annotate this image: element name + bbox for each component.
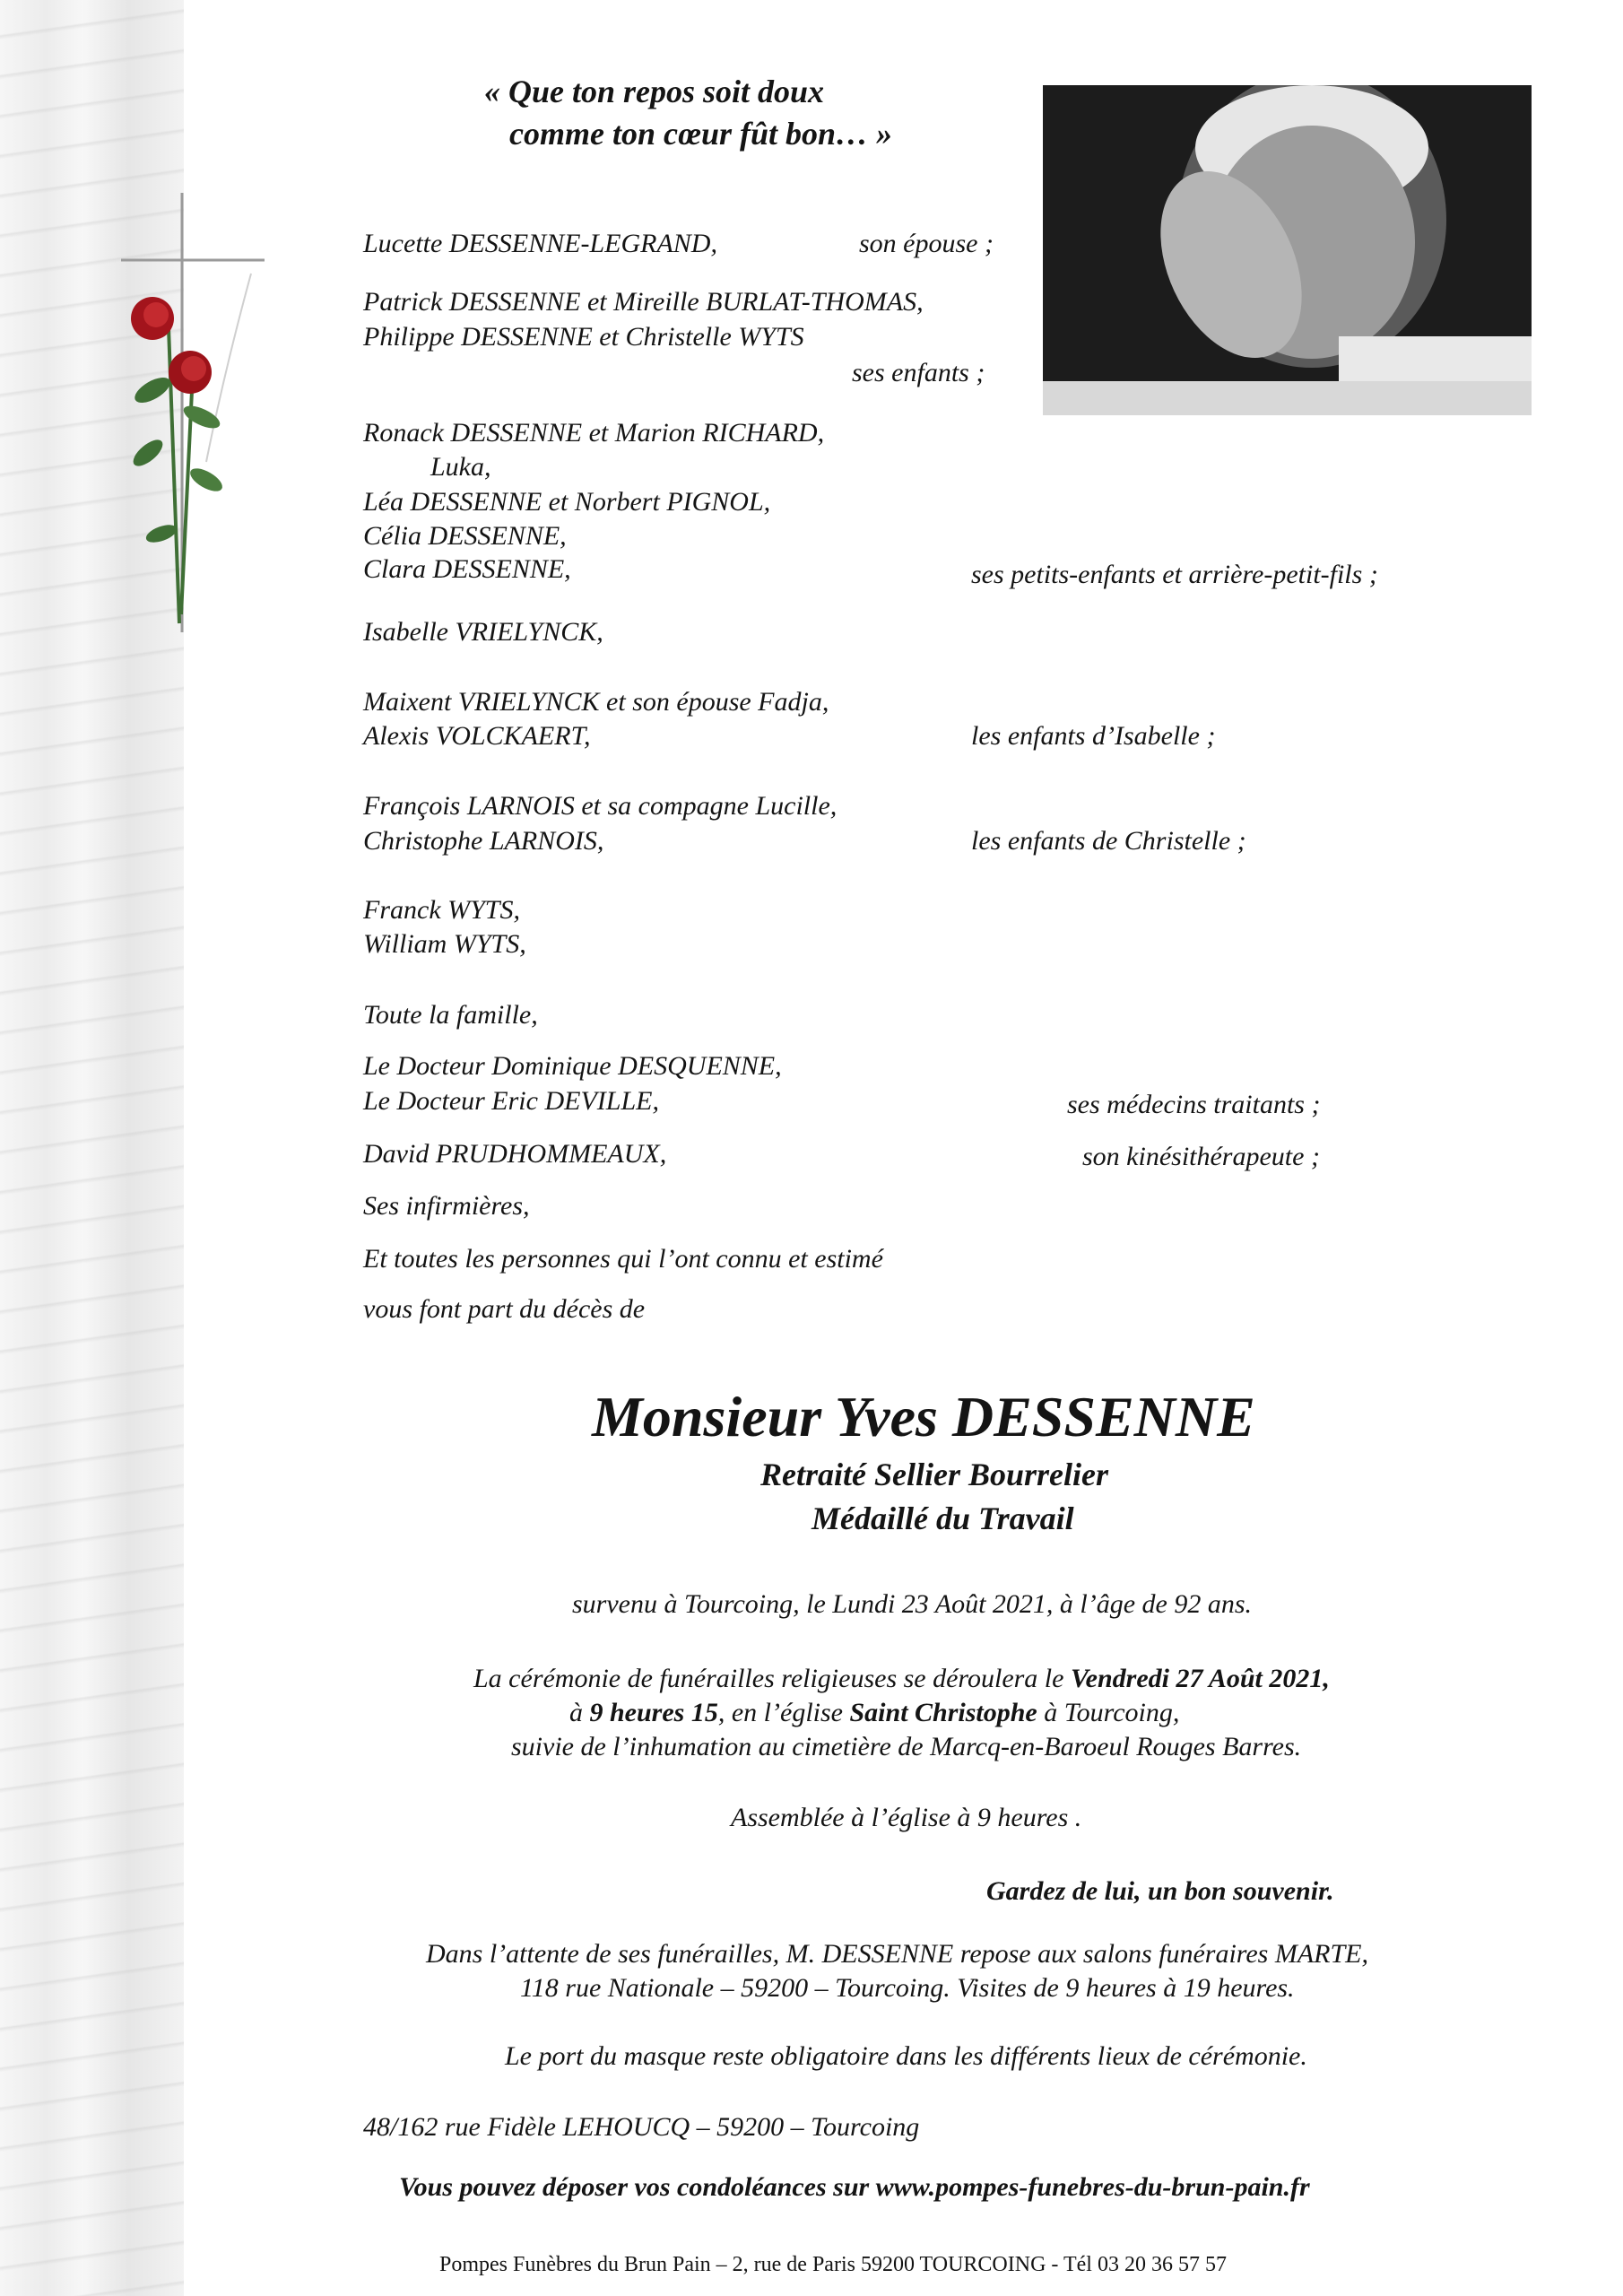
ceremony-time: 9 heures 15 xyxy=(589,1698,718,1727)
ceremony-text-a: La cérémonie de funérailles religieuses se déroulera le xyxy=(473,1664,1071,1693)
children-line-1: Patrick DESSENNE et Mireille BURLAT-THOMAS, xyxy=(363,287,924,317)
epitaph-line-2: comme ton cœur fût bon… » xyxy=(509,116,893,152)
doctors-role: ses médecins traitants ; xyxy=(1067,1090,1321,1119)
death-line: survenu à Tourcoing, le Lundi 23 Août 2021, à l’âge de 92 ans. xyxy=(572,1589,1253,1619)
epitaph-line-1: « Que ton repos soit doux xyxy=(484,74,825,109)
isabelle-children-line-1: Maixent VRIELYNCK et son épouse Fadja, xyxy=(363,687,829,717)
grandchildren-line-4: Célia DESSENNE, xyxy=(363,521,567,551)
burial-line: suivie de l’inhumation au cimetière de Marcq-en-Baroeul Rouges Barres. xyxy=(511,1732,1302,1761)
assembly-line: Assemblée à l’église à 9 heures . xyxy=(731,1803,1082,1832)
children-role: ses enfants ; xyxy=(852,358,985,387)
deceased-title-2: Médaillé du Travail xyxy=(812,1500,1074,1536)
ceremony-line-2 xyxy=(569,1696,1179,1730)
rest-line-2: 118 rue Nationale – 59200 – Tourcoing. Visites de 9 heures à 19 heures. xyxy=(520,1973,1295,2003)
grandchildren-line-2: Luka, xyxy=(430,452,491,482)
christelle-children-line-1: François LARNOIS et sa compagne Lucille, xyxy=(363,791,838,821)
deceased-title-1: Retraité Sellier Bourrelier xyxy=(760,1457,1109,1492)
doctor-line-1: Le Docteur Dominique DESQUENNE, xyxy=(363,1051,782,1081)
ceremony-date: Vendredi 27 Août 2021, xyxy=(1070,1664,1330,1693)
announce-line: vous font part du décès de xyxy=(363,1294,646,1324)
all-family-line: Toute la famille, xyxy=(363,1000,538,1030)
children-line-2: Philippe DESSENNE et Christelle WYTS xyxy=(363,322,804,352)
isabelle-children-line-2: Alexis VOLCKAERT, xyxy=(363,721,591,751)
nurses-line: Ses infirmières, xyxy=(363,1191,530,1221)
cross-and-roses-icon xyxy=(117,193,269,641)
address-line: 48/162 rue Fidèle LEHOUCQ – 59200 – Tourcoing xyxy=(363,2112,920,2142)
physio-line: David PRUDHOMMEAUX, xyxy=(363,1139,667,1169)
ceremony-line-1 xyxy=(473,1662,1330,1696)
isabelle-children-role: les enfants d’Isabelle ; xyxy=(971,721,1216,751)
spouse-name: Lucette DESSENNE-LEGRAND, xyxy=(363,229,717,258)
doctor-line-2: Le Docteur Eric DEVILLE, xyxy=(363,1086,659,1116)
spouse-role: son épouse ; xyxy=(859,229,994,258)
ceremony-text-b2: , en l’église xyxy=(717,1698,850,1727)
all-people-line: Et toutes les personnes qui l’ont connu et estimé xyxy=(363,1244,883,1274)
keep-memory-line: Gardez de lui, un bon souvenir. xyxy=(986,1876,1334,1906)
wyts-line-2: William WYTS, xyxy=(363,929,526,959)
grandchildren-line-1: Ronack DESSENNE et Marion RICHARD, xyxy=(363,418,825,448)
ceremony-text-b1: à xyxy=(569,1698,590,1727)
wyts-line-1: Franck WYTS, xyxy=(363,895,520,925)
deceased-name: Monsieur Yves DESSENNE xyxy=(592,1385,1255,1448)
footer-text: Pompes Funèbres du Brun Pain – 2, rue de Paris 59200 TOURCOING - Tél 03 20 36 57 57 xyxy=(439,2253,1227,2276)
portrait-photo xyxy=(1043,85,1532,415)
condolences-line: Vous pouvez déposer vos condoléances sur www.pompes-funebres-du-brun-pain.fr xyxy=(399,2172,1310,2202)
rest-line-1: Dans l’attente de ses funérailles, M. DESSENNE repose aux salons funéraires MARTE, xyxy=(426,1939,1368,1969)
grandchildren-role: ses petits-enfants et arrière-petit-fils ; xyxy=(971,560,1378,589)
christelle-children-role: les enfants de Christelle ; xyxy=(971,826,1246,856)
ceremony-text-b3: à Tourcoing, xyxy=(1037,1698,1180,1727)
ceremony-church: Saint Christophe xyxy=(849,1698,1037,1727)
physio-role: son kinésithérapeute ; xyxy=(1082,1142,1320,1171)
christelle-children-line-2: Christophe LARNOIS, xyxy=(363,826,604,856)
isabelle-line: Isabelle VRIELYNCK, xyxy=(363,617,603,647)
grandchildren-line-3: Léa DESSENNE et Norbert PIGNOL, xyxy=(363,487,771,517)
mask-line: Le port du masque reste obligatoire dans les différents lieux de cérémonie. xyxy=(505,2041,1307,2071)
grandchildren-line-5: Clara DESSENNE, xyxy=(363,554,571,584)
